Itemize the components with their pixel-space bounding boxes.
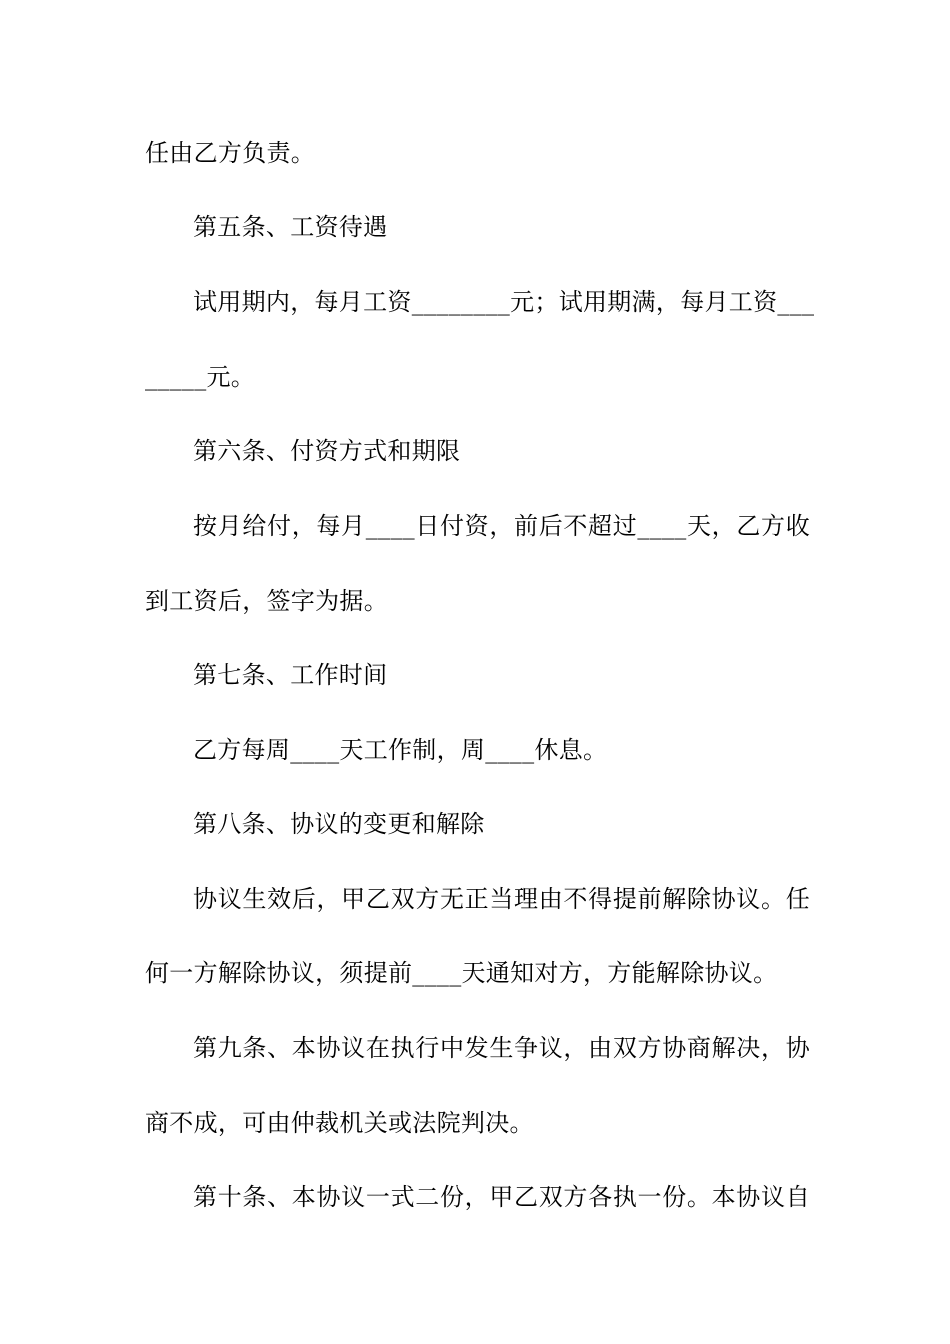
text-line: 商不成，可由仲裁机关或法院判决。 bbox=[145, 1109, 534, 1137]
text-line: 任由乙方负责。 bbox=[145, 139, 316, 167]
text-line: 乙方每周____天工作制，周____休息。 bbox=[193, 736, 608, 764]
text-line: _____元。 bbox=[145, 363, 256, 391]
text-line: 到工资后，签字为据。 bbox=[145, 587, 388, 615]
text-line: 协议生效后，甲乙双方无正当理由不得提前解除协议。任 bbox=[193, 885, 810, 913]
text-line: 试用期内，每月工资________元；试用期满，每月工资___ bbox=[193, 288, 815, 316]
text-line: 按月给付，每月____日付资，前后不超过____天，乙方收 bbox=[193, 512, 810, 540]
section-heading: 第八条、协议的变更和解除 bbox=[193, 810, 485, 838]
text-line: 第九条、本协议在执行中发生争议，由双方协商解决，协 bbox=[193, 1034, 810, 1062]
text-line: 何一方解除协议，须提前____天通知对方，方能解除协议。 bbox=[145, 959, 778, 987]
section-heading: 第六条、付资方式和期限 bbox=[193, 437, 461, 465]
text-line: 第十条、本协议一式二份，甲乙双方各执一份。本协议自 bbox=[193, 1183, 810, 1211]
section-heading: 第七条、工作时间 bbox=[193, 661, 388, 689]
section-heading: 第五条、工资待遇 bbox=[193, 213, 388, 241]
